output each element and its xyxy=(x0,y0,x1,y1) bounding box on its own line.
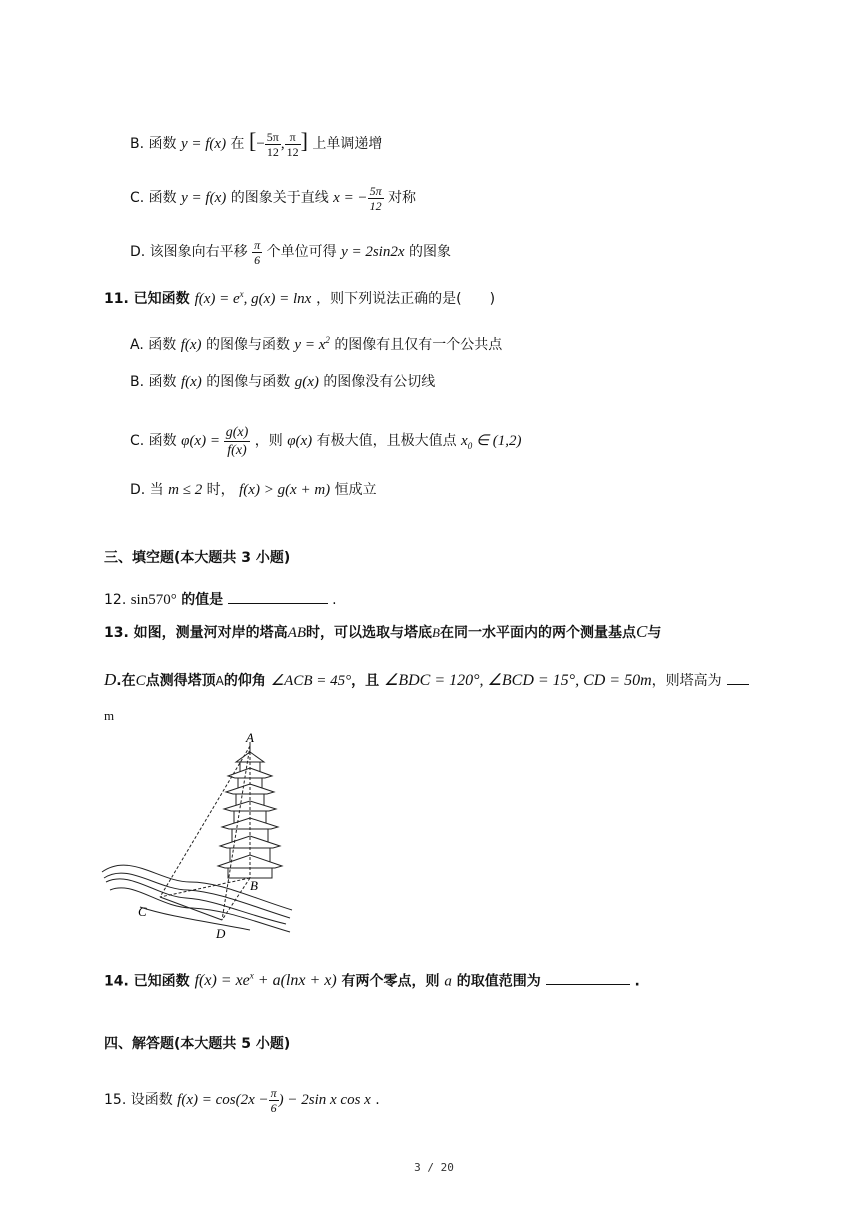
q10-option-d xyxy=(130,238,451,267)
option-text: 的图像没有公切线 xyxy=(323,374,436,390)
math-y-2sin2x: y = 2sin2x xyxy=(341,243,405,260)
math-fx-def: f(x) = cos(2x − $\frac{\pi}{6}$ ) − 2sin x cos x xyxy=(177,1086,371,1115)
option-text: 的图象 xyxy=(408,243,451,260)
math-x0: $x_0$ ∈ (1,2) xyxy=(461,432,522,451)
math-a: A xyxy=(215,674,224,688)
option-label: D. 该图象向右平移 xyxy=(130,243,248,260)
option-text: 的图像与函数 xyxy=(205,337,290,353)
option-text: 个单位可得 xyxy=(266,243,337,260)
math-angle-acb: ∠ACB = 45° xyxy=(270,673,352,689)
q-text: 时，可以选取与塔底 xyxy=(306,625,433,641)
q-number: 12. xyxy=(104,592,127,608)
math-line-eq: x = − $\frac{5\pi}{12}$ xyxy=(333,184,382,213)
q11-option-a xyxy=(130,330,502,355)
math-sin570: sin570° xyxy=(130,592,177,608)
math-fx: f(x) xyxy=(180,374,202,390)
q14 xyxy=(104,966,640,991)
q-text: 14. 已知函数 xyxy=(104,973,190,990)
q-text: 与 xyxy=(647,625,662,641)
q13-line2 xyxy=(104,670,749,691)
q13-unit: m xyxy=(104,708,115,723)
q10-option-c xyxy=(130,184,416,213)
interval-math: − $\frac{5\pi}{12}$ , $\frac{\pi}{12}$ xyxy=(256,130,299,159)
option-label: B. 函数 xyxy=(130,374,177,390)
q11-option-c xyxy=(130,424,522,459)
q13-line1 xyxy=(104,622,661,643)
sight-lines xyxy=(160,742,250,920)
q-text: ，且 xyxy=(351,673,380,689)
option-text: 恒成立 xyxy=(334,482,377,498)
label-b: B xyxy=(250,878,258,893)
stem-suffix: ，则下列说法正确的是( ) xyxy=(316,291,496,307)
q11-option-d xyxy=(130,480,377,500)
math-fx-def: $f(x) = xe^x + a(\ln x + x)$ xyxy=(194,971,337,990)
river-bank-line xyxy=(104,873,290,918)
math-y-eq-fx: y = f(x) xyxy=(180,135,227,152)
option-text: ，则 xyxy=(254,432,283,449)
math-fg-def: $f(x) = e^x$, g(x) = lnx xyxy=(194,289,312,307)
stem-prefix: 11. 已知函数 xyxy=(104,291,190,307)
q-text: 的仰角 xyxy=(223,673,266,689)
option-text: 上单调递增 xyxy=(312,135,383,152)
base-cd xyxy=(160,897,222,920)
math-phi: φ(x) xyxy=(287,432,313,449)
answer-blank[interactable] xyxy=(228,603,328,604)
option-text: 的图像与函数 xyxy=(206,374,291,390)
math-a: a xyxy=(444,973,452,990)
river-bank-line xyxy=(110,888,290,932)
river-bank-line xyxy=(106,879,286,924)
option-label: C. 函数 xyxy=(130,189,177,206)
q-text: ，则塔高为 xyxy=(651,673,722,689)
math-y-x2: $y = x^2$ xyxy=(294,335,330,353)
option-label: A. 函数 xyxy=(130,337,177,353)
math-m-le-2: m ≤ 2 xyxy=(168,482,203,498)
q12 xyxy=(104,590,337,610)
option-text: 对称 xyxy=(388,189,417,206)
q-text: 的值是 xyxy=(181,592,224,608)
section-title: 三、填空题(本大题共 3 小题) xyxy=(104,550,291,566)
q10-option-b xyxy=(130,127,383,159)
bracket-right: ] xyxy=(300,127,308,153)
pagoda-figure xyxy=(100,732,300,942)
q-end: . xyxy=(332,592,337,608)
option-text: 在 xyxy=(230,135,245,152)
math-gx: g(x) xyxy=(294,374,319,390)
label-d: D xyxy=(216,926,226,941)
math-phi-def: φ(x) = $\frac{g(x)}{f(x)}$ xyxy=(181,425,249,458)
option-label: B. 函数 xyxy=(130,135,177,152)
q-text: 有两个零点，则 xyxy=(341,973,440,990)
math-b: B xyxy=(432,625,440,640)
math-fx: f(x) xyxy=(180,337,202,353)
label-c: C xyxy=(138,904,147,919)
q-text: 点测得塔顶 xyxy=(145,673,216,689)
q-text: 13. 如图，测量河对岸的塔高 xyxy=(104,625,288,641)
page-number: 3 / 20 xyxy=(414,1161,454,1174)
option-text: 时， xyxy=(206,482,235,498)
math-d: D xyxy=(104,670,117,689)
section-title: 四、解答题(本大题共 5 小题) xyxy=(104,1036,291,1052)
option-text: 的图像有且仅有一个公共点 xyxy=(334,337,503,353)
q-text: .在 xyxy=(116,673,136,689)
answer-blank[interactable] xyxy=(546,984,630,985)
option-text: 有极大值，且极大值点 xyxy=(316,432,457,449)
q-text: 在同一水平面内的两个测量基点 xyxy=(439,625,636,641)
option-text: 的图象关于直线 xyxy=(230,189,329,206)
math-shift: $\frac{\pi}{6}$ xyxy=(254,238,261,267)
q-end: . xyxy=(634,973,640,990)
label-a: A xyxy=(246,732,254,745)
math-angles: ∠BDC = 120°, ∠BCD = 15°, CD = 50m xyxy=(384,672,652,689)
math-y-eq-fx: y = f(x) xyxy=(181,189,227,206)
bracket-left: [ xyxy=(248,127,257,153)
q11-option-b xyxy=(130,372,435,392)
math-c: C xyxy=(635,622,648,641)
q11-stem xyxy=(104,284,495,309)
option-label: D. 当 xyxy=(130,482,164,498)
math-c: C xyxy=(135,673,146,689)
q-end: . xyxy=(375,1091,380,1108)
answer-blank[interactable] xyxy=(727,684,749,685)
q-text: 15. 设函数 xyxy=(104,1091,173,1108)
option-label: C. 函数 xyxy=(130,432,177,449)
q15 xyxy=(104,1086,380,1115)
math-ab: AB xyxy=(287,625,307,641)
math-ineq: f(x) > g(x + m) xyxy=(239,482,331,498)
q-text: 的取值范围为 xyxy=(456,973,541,990)
